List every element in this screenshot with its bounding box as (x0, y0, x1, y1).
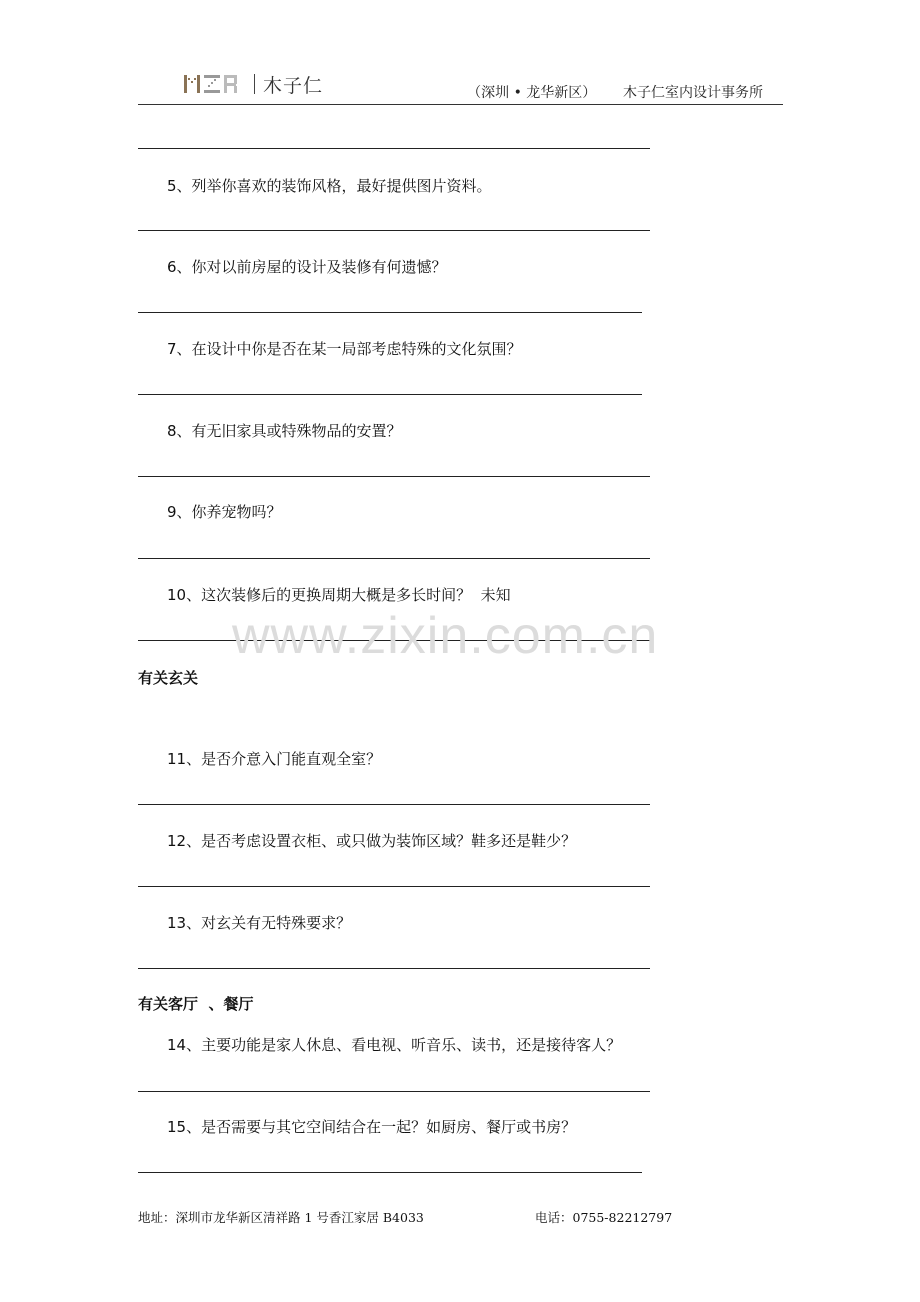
header-company-name: 木子仁室内设计事务所 (623, 85, 763, 101)
answer-line (138, 476, 650, 477)
watermark: www.zixin.com.cn (232, 607, 659, 665)
answer-line (138, 1172, 642, 1173)
footer-phone: 电话：0755-82212797 (535, 1210, 673, 1225)
section-heading-entrance: 有关玄关 (138, 669, 199, 687)
section-heading-living-dining: 有关客厅 、餐厅 (138, 995, 254, 1013)
question-10: 10、这次装修后的更换周期大概是多长时间？ 未知 (167, 586, 511, 604)
answer-line (138, 804, 650, 805)
footer-address: 地址：深圳市龙华新区清祥路 1 号香江家居 B4033 (138, 1210, 424, 1225)
question-12: 12、是否考虑设置衣柜、或只做为装饰区域？鞋多还是鞋少？ (167, 832, 577, 850)
answer-line (138, 640, 650, 641)
question-5: 5、列举你喜欢的装饰风格，最好提供图片资料。 (167, 177, 492, 195)
question-9: 9、你养宠物吗？ (167, 503, 282, 521)
question-15: 15、是否需要与其它空间结合在一起？如厨房、餐厅或书房？ (167, 1118, 577, 1136)
answer-line (138, 394, 642, 395)
logo-text: 木子仁 (263, 74, 324, 97)
answer-line (138, 148, 650, 149)
answer-line (138, 230, 650, 231)
company-logo (184, 72, 323, 96)
logo-divider (254, 74, 255, 94)
question-13: 13、对玄关有无特殊要求？ (167, 914, 352, 932)
question-8: 8、有无旧家具或特殊物品的安置？ (167, 422, 402, 440)
header-location: （深圳 • 龙华新区） (467, 85, 597, 101)
question-14: 14、主要功能是家人休息、看电视、听音乐、读书，还是接待客人？ (167, 1036, 622, 1054)
question-11: 11、是否介意入门能直观全室？ (167, 750, 382, 768)
answer-line (138, 558, 650, 559)
question-6: 6、你对以前房屋的设计及装修有何遗憾？ (167, 258, 447, 276)
question-7: 7、在设计中你是否在某一局部考虑特殊的文化氛围？ (167, 340, 522, 358)
answer-line (138, 1091, 650, 1092)
answer-line (138, 886, 650, 887)
page-header (138, 66, 783, 105)
mzr-logo-icon (184, 73, 244, 95)
answer-line (138, 312, 642, 313)
answer-line (138, 968, 650, 969)
header-company-info (467, 82, 763, 102)
